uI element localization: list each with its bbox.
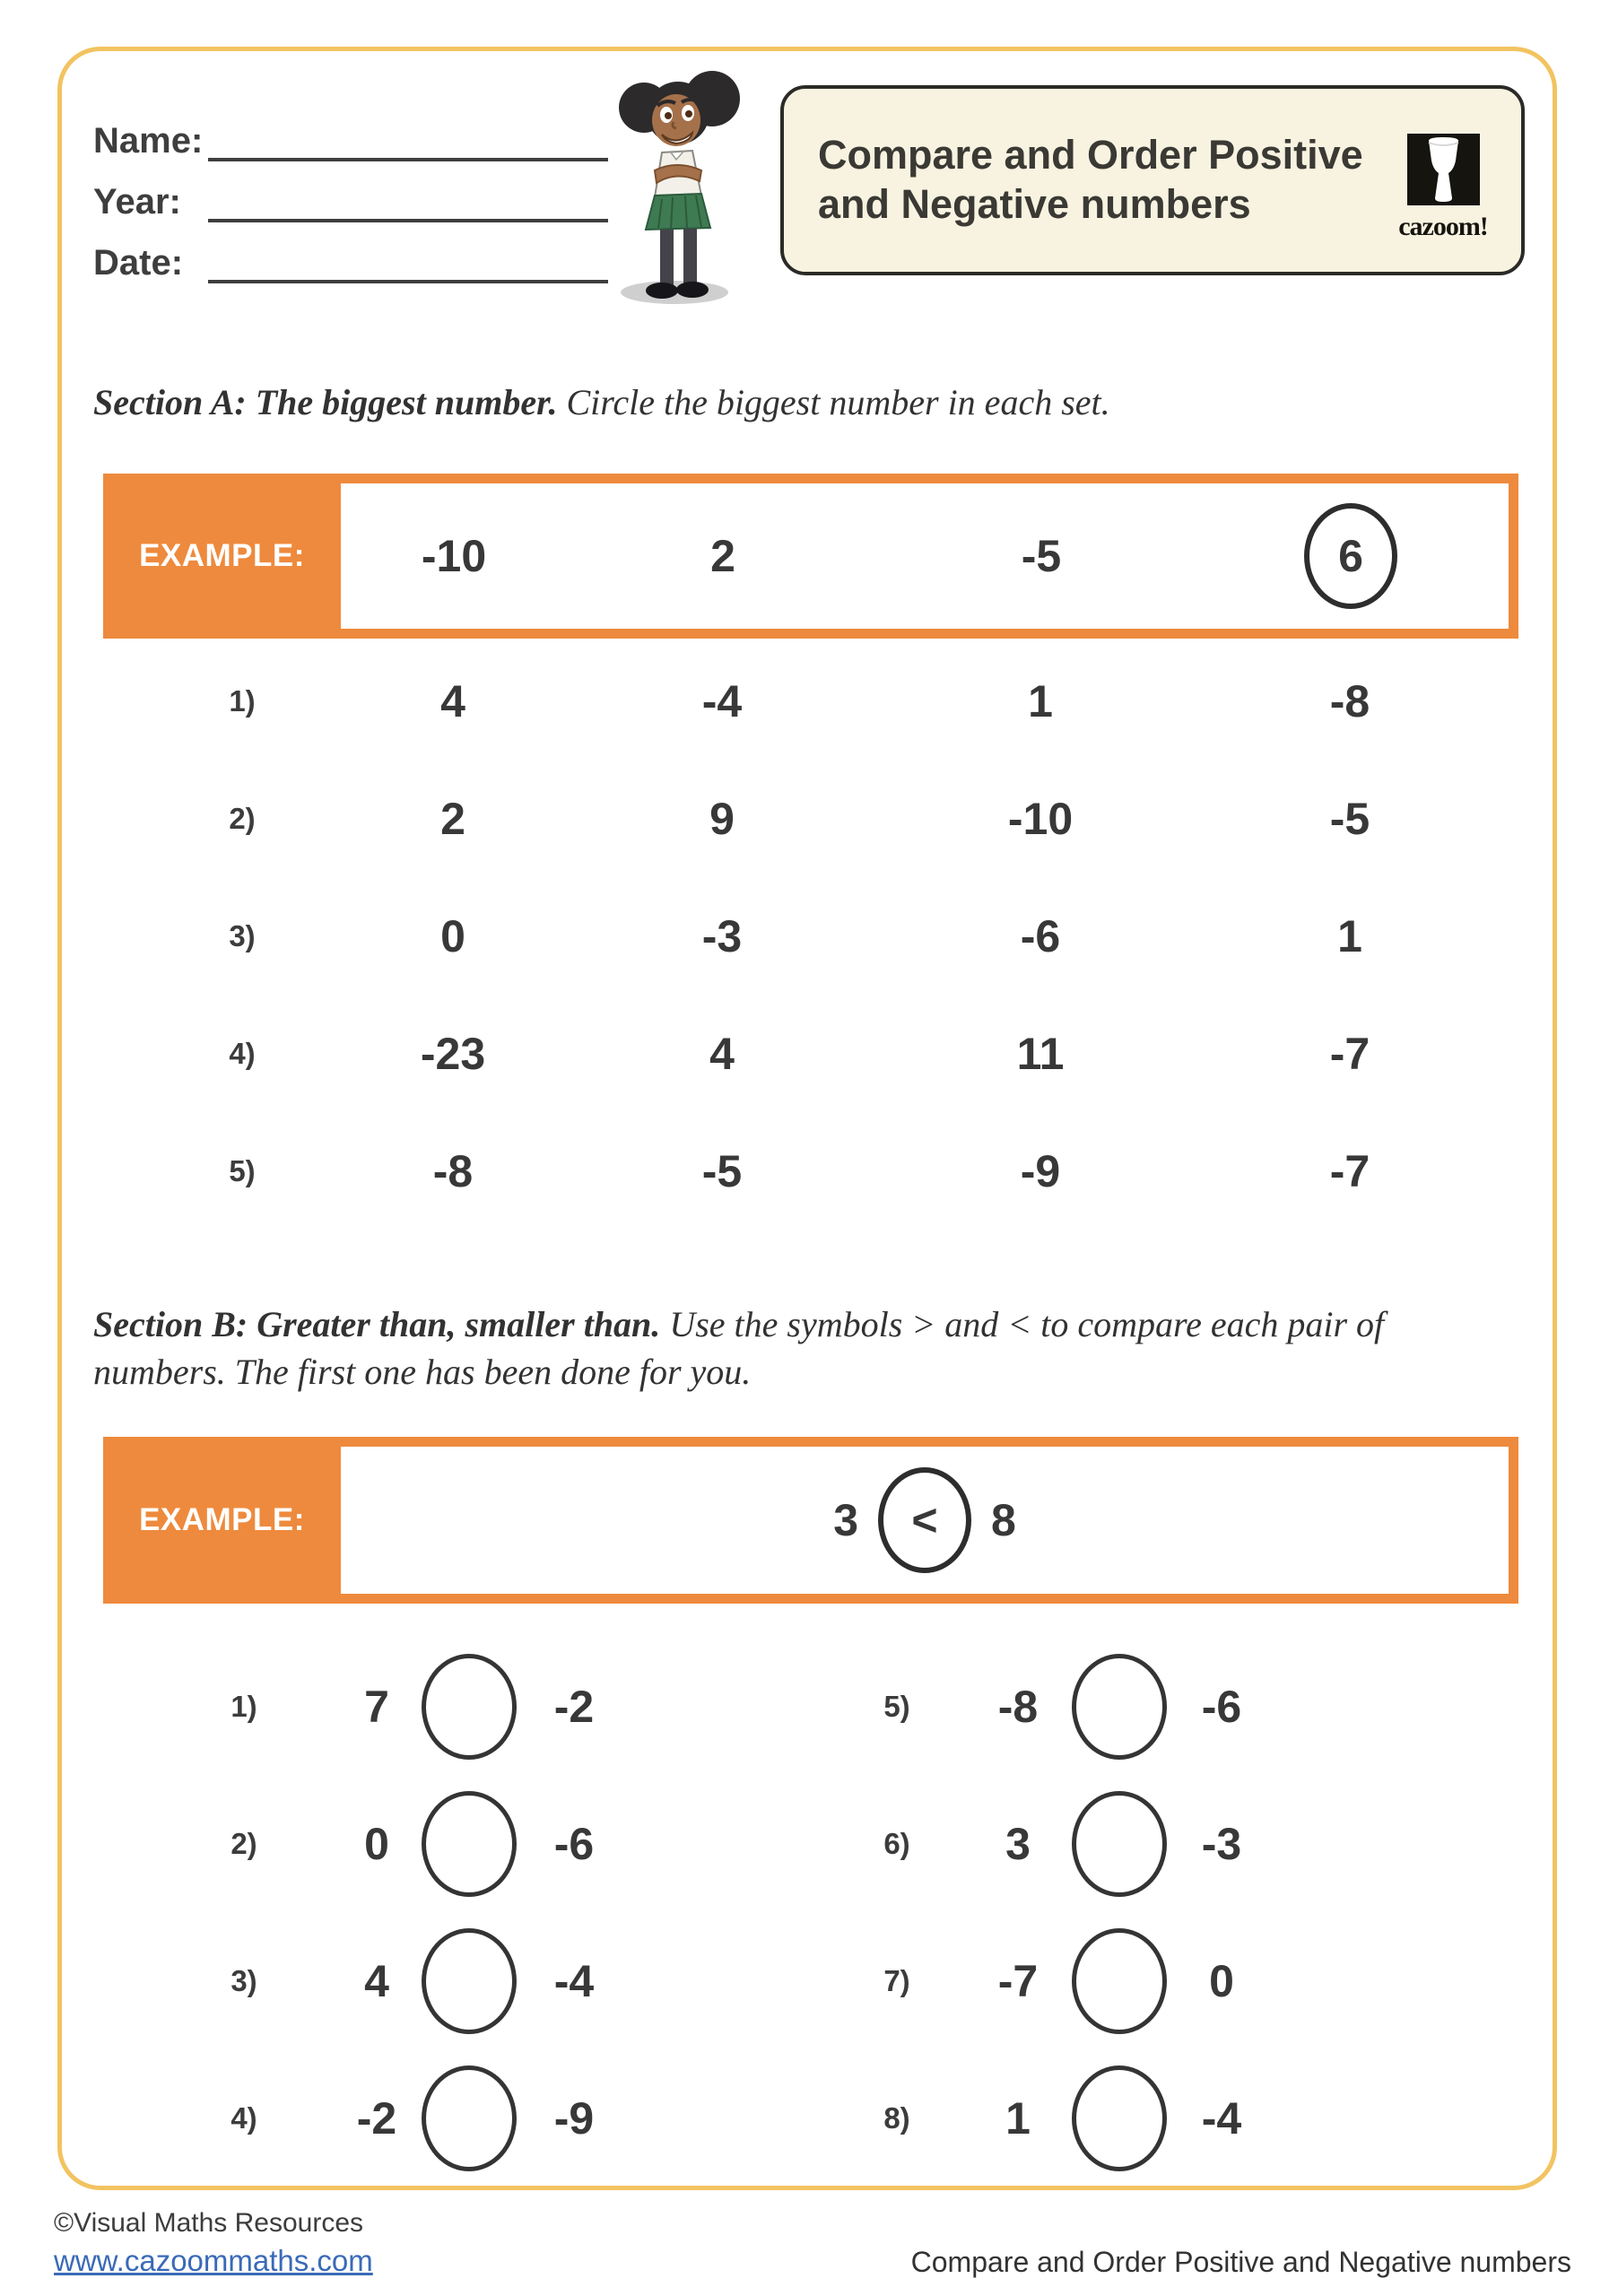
example-a-value-1: -10 bbox=[421, 531, 487, 581]
row-number: 2) bbox=[229, 802, 256, 835]
problem-number: 4) bbox=[231, 2101, 257, 2135]
section-b-example-label: EXAMPLE: bbox=[139, 1502, 305, 1537]
left-number: 4 bbox=[364, 1956, 389, 2006]
date-input-line[interactable] bbox=[208, 239, 608, 283]
right-number: -3 bbox=[1201, 1819, 1242, 1869]
problem-number: 8) bbox=[883, 2101, 910, 2135]
date-field-row bbox=[93, 222, 608, 283]
section-b-heading-rest: Use the symbols > and < to compare each pair of numbers. The first one has been done for you. bbox=[93, 1304, 1385, 1393]
section-a-example-box bbox=[103, 474, 1518, 639]
section-a-example-content bbox=[341, 483, 1509, 629]
answer-circle[interactable] bbox=[422, 1654, 517, 1760]
student-info-fields bbox=[93, 100, 608, 283]
cazoommaths-link[interactable]: www.cazoommaths.com bbox=[54, 2244, 373, 2277]
example-b-symbol-circle bbox=[878, 1467, 971, 1573]
row-number: 4) bbox=[229, 1037, 256, 1070]
choice-number[interactable]: -7 bbox=[1329, 1146, 1370, 1196]
example-b-left-number: 3 bbox=[833, 1495, 858, 1545]
right-number: -9 bbox=[553, 2093, 595, 2144]
left-number: 0 bbox=[364, 1819, 389, 1869]
right-number: -6 bbox=[1201, 1682, 1242, 1732]
name-field-row bbox=[93, 100, 608, 161]
answer-circle[interactable] bbox=[1072, 2066, 1167, 2171]
name-input-line[interactable] bbox=[208, 117, 608, 161]
right-number: -2 bbox=[553, 1682, 595, 1732]
student-illustration bbox=[617, 70, 771, 312]
title-line-2: and Negative numbers bbox=[818, 181, 1251, 227]
row-number: 5) bbox=[229, 1154, 256, 1187]
choice-number[interactable]: -5 bbox=[1329, 794, 1370, 844]
right-number: -4 bbox=[553, 1956, 595, 2006]
footer-worksheet-title: Compare and Order Positive and Negative numbers bbox=[910, 2246, 1571, 2278]
title-line-1: Compare and Order Positive bbox=[818, 132, 1363, 178]
choice-number[interactable]: 1 bbox=[1028, 676, 1053, 726]
problem-number: 7) bbox=[883, 1964, 910, 1997]
name-label: Name: bbox=[93, 121, 204, 161]
problem-number: 1) bbox=[231, 1690, 257, 1723]
choice-number[interactable]: 4 bbox=[709, 1029, 735, 1079]
cazoom-logo bbox=[1394, 134, 1492, 242]
choice-number[interactable]: -9 bbox=[1020, 1146, 1061, 1196]
page-border bbox=[57, 47, 1557, 2190]
answer-circle[interactable] bbox=[422, 2066, 517, 2171]
choice-number[interactable]: 1 bbox=[1337, 911, 1362, 961]
problem-number: 3) bbox=[231, 1964, 257, 1997]
section-b-example-content bbox=[341, 1447, 1509, 1594]
example-a-value-2: 2 bbox=[710, 531, 735, 581]
year-input-line[interactable] bbox=[208, 178, 608, 222]
example-b-symbol: < bbox=[911, 1495, 938, 1545]
row-number: 1) bbox=[229, 684, 256, 718]
choice-number[interactable]: -7 bbox=[1329, 1029, 1370, 1079]
section-a-heading-rest: Circle the biggest number in each set. bbox=[557, 382, 1110, 422]
left-number: -2 bbox=[356, 2093, 397, 2144]
right-number: -4 bbox=[1201, 2093, 1242, 2144]
year-field-row bbox=[93, 161, 608, 222]
answer-circle[interactable] bbox=[1072, 1654, 1167, 1760]
choice-number[interactable]: 0 bbox=[440, 911, 465, 961]
problem-number: 2) bbox=[231, 1827, 257, 1860]
example-b-right-number: 8 bbox=[991, 1495, 1016, 1545]
choice-number[interactable]: -10 bbox=[1007, 794, 1074, 844]
left-number: 3 bbox=[1005, 1819, 1031, 1869]
choice-number[interactable]: 2 bbox=[440, 794, 465, 844]
choice-number[interactable]: -5 bbox=[701, 1146, 743, 1196]
cazoom-drum-icon bbox=[1407, 134, 1480, 205]
example-a-value-3: -5 bbox=[1021, 531, 1062, 581]
answer-circle[interactable] bbox=[422, 1928, 517, 2034]
answer-circle[interactable] bbox=[1072, 1791, 1167, 1897]
section-b-example-box bbox=[103, 1437, 1518, 1604]
cazoom-logo-text: cazoom! bbox=[1398, 212, 1488, 241]
choice-number[interactable]: -4 bbox=[701, 676, 743, 726]
copyright-text: ©Visual Maths Resources bbox=[54, 2208, 364, 2238]
section-b-heading-bold: Section B: Greater than, smaller than. bbox=[93, 1304, 661, 1344]
problem-number: 5) bbox=[883, 1690, 910, 1723]
choice-number[interactable]: -8 bbox=[432, 1146, 474, 1196]
worksheet-title bbox=[784, 131, 1363, 230]
choice-number[interactable]: 11 bbox=[1016, 1029, 1065, 1079]
date-label: Date: bbox=[93, 243, 184, 283]
choice-number[interactable]: -23 bbox=[420, 1029, 486, 1079]
worksheet-title-box bbox=[780, 85, 1525, 275]
left-number: 7 bbox=[364, 1682, 389, 1732]
choice-number[interactable]: 4 bbox=[440, 676, 465, 726]
problem-number: 6) bbox=[883, 1827, 910, 1860]
answer-circle[interactable] bbox=[1072, 1928, 1167, 2034]
answer-circle[interactable] bbox=[422, 1791, 517, 1897]
choice-number[interactable]: -8 bbox=[1329, 676, 1370, 726]
example-a-circled-answer bbox=[1304, 503, 1397, 609]
face bbox=[652, 94, 700, 146]
left-number: 1 bbox=[1005, 2093, 1031, 2144]
example-a-value-4: 6 bbox=[1338, 531, 1363, 581]
year-label: Year: bbox=[93, 182, 181, 222]
choice-number[interactable]: 9 bbox=[709, 794, 735, 844]
left-number: -7 bbox=[997, 1956, 1039, 2006]
choice-number[interactable]: -3 bbox=[701, 911, 743, 961]
row-number: 3) bbox=[229, 919, 256, 952]
right-number: -6 bbox=[553, 1819, 595, 1869]
section-b-heading bbox=[93, 1300, 1492, 1396]
right-number: 0 bbox=[1209, 1956, 1234, 2006]
choice-number[interactable]: -6 bbox=[1020, 911, 1061, 961]
section-a-example-label: EXAMPLE: bbox=[139, 538, 305, 573]
section-a-heading-bold: Section A: The biggest number. bbox=[93, 382, 558, 422]
section-a-heading bbox=[93, 378, 1492, 426]
left-number: -8 bbox=[997, 1682, 1039, 1732]
